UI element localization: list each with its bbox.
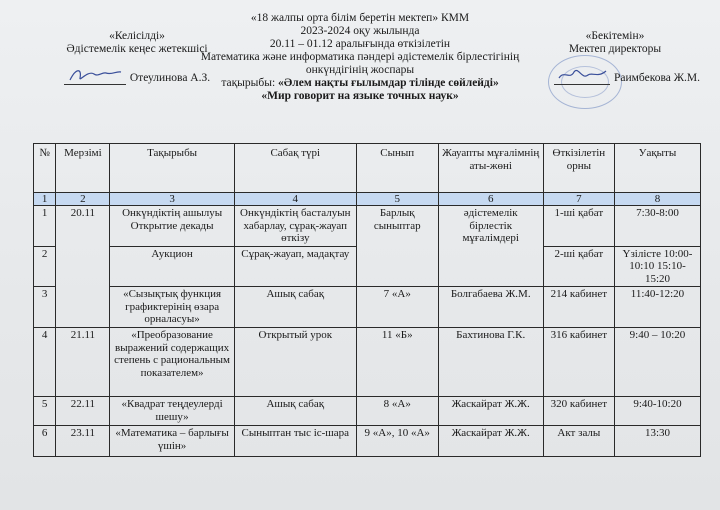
approval-right-role: Мектеп директоры — [568, 43, 662, 55]
row-time: 7:30-8:00 — [614, 206, 700, 247]
row-class: Барлық сыныптар — [356, 206, 438, 287]
row-lesson-type: Ашық сабақ — [234, 397, 356, 426]
row-number: 5 — [34, 397, 56, 426]
signature-line — [64, 66, 126, 85]
approval-right-signature-row — [530, 66, 700, 85]
row-place: 320 кабинет — [543, 397, 614, 426]
row-number: 4 — [34, 328, 56, 397]
row-number: 1 — [34, 206, 56, 247]
approval-right — [530, 30, 700, 85]
col-header-lesson-type: Сабақ түрі — [234, 144, 356, 193]
row-lesson-type: Сыныптан тыс іс-шара — [234, 426, 356, 457]
col-header-date: Мерзімі — [56, 144, 110, 193]
row-date: 22.11 — [56, 397, 110, 426]
row-number: 3 — [34, 287, 56, 328]
row-topic: «Математика – барлығы үшін» — [110, 426, 234, 457]
row-number: 2 — [34, 246, 56, 287]
row-place: 2-ші қабат — [543, 246, 614, 287]
col-number: 1 — [34, 193, 56, 206]
topic-kz: «Әлем нақты ғылымдар тілінде сөйлейді» — [278, 77, 499, 89]
table-row — [34, 328, 701, 397]
row-topic: «Преобразование выражений содержащих степень с рациональным показателем» — [110, 328, 234, 397]
col-number: 4 — [234, 193, 356, 206]
table-row — [34, 206, 701, 247]
row-topic: Аукцион — [110, 246, 234, 287]
col-header-time: Уақыты — [614, 144, 700, 193]
document-header — [180, 12, 540, 103]
row-lesson-type: Ашық сабақ — [234, 287, 356, 328]
row-date: 21.11 — [56, 328, 110, 397]
row-date: 23.11 — [56, 426, 110, 457]
row-class: 11 «Б» — [356, 328, 438, 397]
row-number: 6 — [34, 426, 56, 457]
approval-right-title: «Бекітемін» — [585, 30, 645, 42]
row-class: 8 «А» — [356, 397, 438, 426]
row-topic: «Квадрат теңдеулерді шешу» — [110, 397, 234, 426]
row-teacher: Бахтинова Г.К. — [438, 328, 543, 397]
row-topic: «Сызықтық функция графиктерінің өзара орналасуы» — [110, 287, 234, 328]
row-place: 316 кабинет — [543, 328, 614, 397]
signature-line — [554, 66, 610, 85]
department: Математика және информатика пәндері әдістемелік бірлестігінің — [200, 51, 520, 63]
table-row — [34, 287, 701, 328]
row-place: Акт залы — [543, 426, 614, 457]
topic-prefix: тақырыбы: — [221, 77, 279, 89]
col-number: 5 — [356, 193, 438, 206]
week-plan: онкүндігінің жоспары — [305, 64, 415, 76]
row-teacher: Болгабаева Ж.М. — [438, 287, 543, 328]
table-header-row — [34, 144, 701, 193]
period: 20.11 – 01.12 аралығында өткізілетін — [269, 38, 451, 50]
col-header-topic: Тақырыбы — [110, 144, 234, 193]
table-row — [34, 397, 701, 426]
row-teacher: әдістемелік бірлестік мұғалімдері — [438, 206, 543, 287]
row-class: 7 «А» — [356, 287, 438, 328]
approval-left-name: Отеулинова А.З. — [129, 72, 211, 84]
row-class: 9 «А», 10 «А» — [356, 426, 438, 457]
table-number-row — [34, 193, 701, 206]
handwritten-signature-icon — [556, 66, 610, 84]
row-time: 11:40-12:20 — [614, 287, 700, 328]
col-header-place: Өткізілетін орны — [543, 144, 614, 193]
col-number: 8 — [614, 193, 700, 206]
schedule-table — [33, 143, 701, 457]
row-time: 9:40-10:20 — [614, 397, 700, 426]
col-number: 6 — [438, 193, 543, 206]
row-place: 1-ші қабат — [543, 206, 614, 247]
row-teacher: Жаскайрат Ж.Ж. — [438, 426, 543, 457]
org-name: «18 жалпы орта білім беретін мектеп» КММ — [250, 12, 470, 24]
col-header-class: Сынып — [356, 144, 438, 193]
topic-ru: «Мир говорит на языке точных наук» — [261, 90, 459, 102]
row-time: Үзілісте 10:00-10:10 15:10-15:20 — [614, 246, 700, 287]
row-time: 9:40 – 10:20 — [614, 328, 700, 397]
topic-line — [180, 77, 540, 90]
row-time: 13:30 — [614, 426, 700, 457]
approval-left-title: «Келісілді» — [109, 30, 165, 42]
row-lesson-type: Сұрақ-жауап, мадақтау — [234, 246, 356, 287]
academic-year: 2023-2024 оқу жылында — [300, 25, 420, 37]
row-teacher: Жаскайрат Ж.Ж. — [438, 397, 543, 426]
col-header-number: № — [34, 144, 56, 193]
col-number: 3 — [110, 193, 234, 206]
col-number: 2 — [56, 193, 110, 206]
row-lesson-type: Открытый урок — [234, 328, 356, 397]
col-header-teacher: Жауапты мұғалімнің аты-жөні — [438, 144, 543, 193]
row-place: 214 кабинет — [543, 287, 614, 328]
handwritten-signature-icon — [66, 66, 124, 84]
row-topic: Онкүндіктің ашылуы Открытие декады — [110, 206, 234, 247]
col-number: 7 — [543, 193, 614, 206]
table-row — [34, 426, 701, 457]
row-date: 20.11 — [56, 206, 110, 328]
approval-right-name: Раимбекова Ж.М. — [613, 72, 700, 84]
approval-left-role: Әдістемелік кеңес жетекшісі — [66, 43, 208, 55]
row-lesson-type: Онкүндіктің басталуын хабарлау, сұрақ-жауап өткізу — [234, 206, 356, 247]
